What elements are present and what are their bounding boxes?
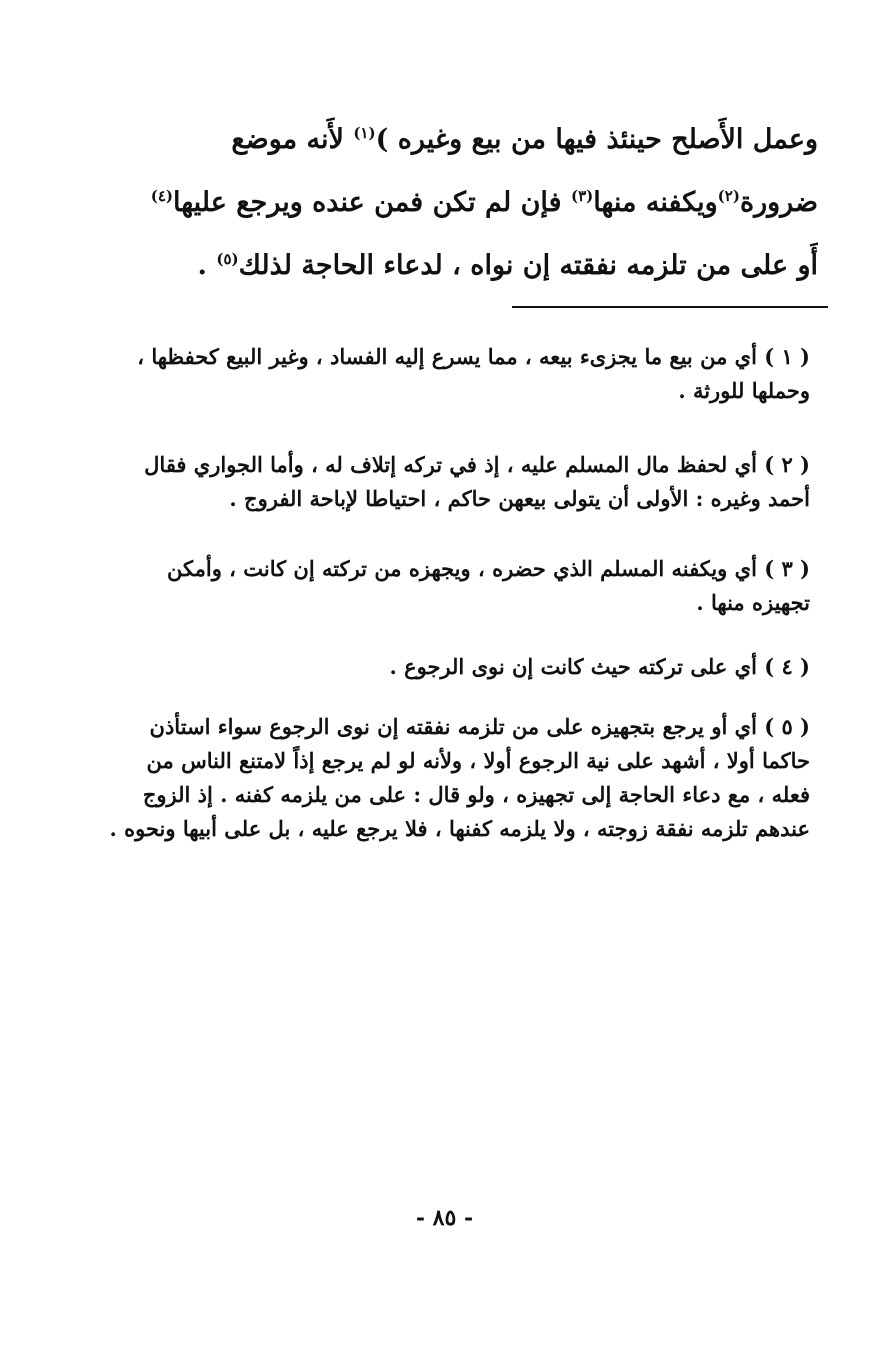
footnote-line: عندهم تلزمه نفقة زوجته ، ولا يلزمه كفنها ، فلا يرجع عليه ، بل على أبيها ونحوه . [109, 816, 810, 841]
footnote-4 [98, 650, 810, 684]
footnote-line: حاكما أولا ، أشهد على نية الرجوع أولا ، ولأنه لو لم يرجع إذاً لامتنع الناس من [146, 748, 810, 773]
footnote-line: أحمد وغيره : الأولى أن يتولى بيعهن حاكم ، احتياطا لإباحة الفروج . [229, 486, 810, 511]
footnote-ref-2: (٢) [717, 187, 740, 205]
main-text-segment: . [197, 250, 217, 281]
footnote-line: ( ١ ) أي من بيع ما يجزىء بيعه ، مما يسرع إليه الفساد ، وغير البيع كحفظها ، [137, 344, 810, 369]
footnote-2 [98, 448, 810, 516]
main-text-line-1 [98, 108, 818, 171]
footnote-line: ( ٢ ) أي لحفظ مال المسلم عليه ، إذ في تركه إتلاف له ، وأما الجواري فقال [144, 452, 810, 477]
main-text-segment: وعمل الأَصلح حينئذ فيها من بيع وغيره ) [375, 124, 818, 155]
footnote-divider [512, 306, 828, 308]
footnote-line: تجهيزه منها . [696, 590, 810, 615]
footnote-line: فعله ، مع دعاء الحاجة إلى تجهيزه ، ولو قال : على من يلزمه كفنه . إذ الزوج [142, 782, 810, 807]
main-text-segment: فإن لم تكن فمن عنده ويرجع عليها [172, 187, 571, 218]
main-text-segment: أَو على من تلزمه نفقته إن نواه ، لدعاء الحاجة لذلك [238, 250, 818, 281]
main-text-segment: لأَنه موضع [231, 124, 354, 155]
footnote-3 [98, 552, 810, 620]
main-text-line-2 [98, 171, 818, 234]
footnote-ref-5: (٥) [216, 250, 239, 268]
footnote-line: ( ٣ ) أي ويكفنه المسلم الذي حضره ، ويجهزه من تركته إن كانت ، وأمكن [167, 556, 810, 581]
page-number: - ٨٥ - [415, 1205, 474, 1231]
footnote-line: ( ٤ ) أي على تركته حيث كانت إن نوى الرجوع . [389, 654, 810, 679]
footnote-ref-3: (٣) [570, 187, 594, 205]
footnote-ref-1: (١) [353, 124, 376, 142]
main-text-segment: ضرورة [739, 187, 818, 218]
footnote-1 [98, 340, 810, 408]
footnote-line: ( ٥ ) أي أو يرجع بتجهيزه على من تلزمه نفقته إن نوى الرجوع سواء استأذن [149, 714, 810, 739]
footnote-5 [98, 710, 810, 846]
main-text-segment: ويكفنه منها [593, 187, 718, 218]
footnote-ref-4: (٤) [150, 187, 173, 205]
main-text-block [98, 108, 818, 297]
main-text-line-3 [98, 234, 818, 297]
footnote-line: وحملها للورثة . [678, 378, 810, 403]
